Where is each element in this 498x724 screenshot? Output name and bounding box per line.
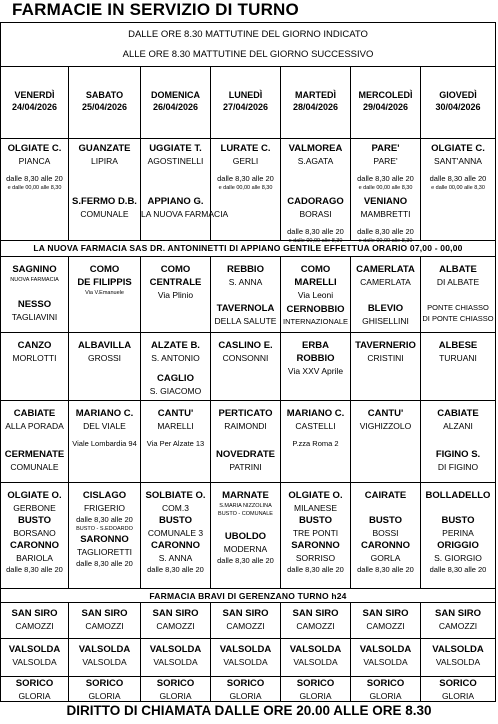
pharmacy-cell (351, 139, 421, 244)
day-date: 29/04/2026 (362, 102, 409, 112)
pharmacy-cell (141, 483, 211, 588)
pharmacy-town: PONTE CHIASSO (427, 303, 489, 312)
pharmacy-cell (281, 139, 351, 244)
pharmacy-town: MARNATE (222, 490, 269, 501)
opening-hours: dalle 8,30 alle 20 (429, 174, 487, 183)
pharmacy-name: GLORIA (229, 691, 262, 701)
pharmacy-cell (141, 401, 211, 482)
pharmacy-town: PERTICATO (218, 408, 273, 419)
pharmacy-address: P.zza Roma 2 (292, 439, 339, 448)
opening-hours: dalle 8,30 alle 20 (287, 227, 344, 236)
pharmacy-town: SARONNO (80, 534, 129, 545)
pharmacy-town: BLEVIO (367, 303, 404, 314)
pharmacy-town: GUANZATE (78, 143, 131, 154)
pharmacy-name: MORLOTTI (12, 353, 57, 363)
pharmacy-address: Viale Lombardia 94 (72, 439, 137, 448)
pharmacy-town: CAIRATE (364, 490, 407, 501)
pharmacy-cell (1, 677, 69, 701)
pharmacy-town: PARE' (371, 143, 400, 154)
pharmacy-town: ALZATE B. (151, 340, 200, 351)
pharmacy-cell (141, 139, 229, 240)
pharmacy-cell (1, 139, 69, 240)
day-date: 25/04/2026 (81, 102, 128, 112)
pharmacy-name: DI PONTE CHIASSO (422, 314, 494, 323)
pharmacy-cell (281, 257, 351, 332)
day-name: GIOVEDÌ (439, 90, 477, 100)
pharmacy-town: VALSOLDA (432, 644, 484, 655)
pharmacy-town: MARIANO C. (75, 408, 134, 419)
pharmacy-town: DE FILIPPIS (77, 277, 132, 288)
pharmacy-cell (141, 677, 211, 701)
pharmacy-cell (281, 401, 351, 482)
pharmacy-cell (69, 639, 141, 676)
pharmacy-name: COMUNALE (80, 209, 129, 219)
section-row-8 (1, 677, 495, 701)
pharmacy-name: CASTELLI (295, 421, 336, 431)
pharmacy-cell (69, 677, 141, 701)
pharmacy-town: SORICO (296, 678, 335, 689)
pharmacy-cell (1, 483, 69, 588)
pharmacy-name: BARIOLA (16, 553, 53, 563)
pharmacy-name: COM.3 (162, 503, 189, 513)
pharmacy-cell (1, 333, 69, 400)
pharmacy-name: TAGLIAVINI (11, 312, 58, 322)
pharmacy-name: BORASI (299, 209, 332, 219)
pharmacy-town: OLGIATE C. (7, 143, 62, 154)
pharmacy-name: VALSOLDA (82, 657, 127, 667)
pharmacy-cell (1, 257, 69, 332)
pharmacy-name: CRISTINI (367, 353, 404, 363)
pharmacy-cell (281, 333, 351, 400)
pharmacy-town: ALBESE (438, 340, 478, 351)
pharmacy-town: SORICO (15, 678, 54, 689)
pharmacy-town: BUSTO (158, 515, 193, 526)
pharmacy-cell (141, 603, 211, 638)
opening-hours-night: e dalle 00,00 alle 8,30 (7, 185, 62, 191)
pharmacy-town: OLGIATE O. (288, 490, 343, 501)
day-name: LUNEDÌ (228, 90, 263, 100)
pharmacy-town: SORICO (366, 678, 405, 689)
pharmacy-town: OLGIATE O. (7, 490, 62, 501)
day-header-cell (281, 67, 351, 138)
pharmacy-town: SAN SIRO (81, 608, 128, 619)
pharmacy-town: BUSTO (441, 515, 475, 526)
pharmacy-town: SAN SIRO (11, 608, 58, 619)
pharmacy-town: BUSTO (368, 515, 403, 526)
day-header-row (1, 67, 495, 139)
pharmacy-name: ALLA PORADA (5, 421, 64, 431)
day-date: 30/04/2026 (435, 102, 481, 112)
pharmacy-cell (421, 639, 495, 676)
pharmacy-town: CANTU' (367, 408, 404, 419)
pharmacy-cell (69, 401, 141, 482)
pharmacy-name: BOSSI (372, 528, 399, 538)
pharmacy-name: NUOVA FARMACIA (10, 277, 59, 283)
pharmacy-town: SOLBIATE O. (145, 490, 206, 501)
pharmacy-cell (69, 333, 141, 400)
pharmacy-name: GLORIA (159, 691, 192, 701)
pharmacy-town: CANZO (17, 340, 52, 351)
pharmacy-name: GHISELLINI (362, 316, 409, 326)
pharmacy-cell (1, 639, 69, 676)
pharmacy-name: TRE PONTI (292, 528, 339, 538)
pharmacy-name: DI FIGINO (437, 462, 479, 472)
pharmacy-town: SARONNO (291, 540, 340, 551)
opening-hours: dalle 8,30 alle 20 (357, 174, 414, 183)
pharmacy-town: COMO (89, 264, 120, 275)
section-row-4 (1, 401, 495, 483)
pharmacy-cell (351, 603, 421, 638)
pharmacy-name: VALSOLDA (153, 657, 198, 667)
opening-hours: dalle 8,30 alle 20 (357, 227, 414, 236)
pharmacy-cell (351, 483, 421, 588)
pharmacy-cell (281, 639, 351, 676)
pharmacy-name: VALSOLDA (363, 657, 408, 667)
opening-hours-night: e dalle 00,00 alle 8,30 (218, 185, 273, 191)
pharmacy-name: GLORIA (369, 691, 402, 701)
pharmacy-town: CAGLIO (157, 373, 194, 384)
pharmacy-name: CAMOZZI (85, 621, 124, 631)
pharmacy-cell (351, 677, 421, 701)
day-name: DOMENICA (151, 90, 200, 100)
pharmacy-name: S.MARIA NIZZOLINA (219, 503, 272, 509)
opening-hours: dalle 8,30 alle 20 (147, 565, 204, 574)
pharmacy-name: S. GIACOMO (149, 386, 202, 396)
day-date: 26/04/2026 (152, 102, 199, 112)
opening-hours: dalle 8,30 alle 20 (6, 565, 63, 574)
pharmacy-town: SAGNINO (12, 264, 57, 275)
pharmacy-name: Via V.Emanuele (85, 290, 124, 296)
pharmacy-name: GLORIA (88, 691, 121, 701)
pharmacy-town: SAN SIRO (152, 608, 199, 619)
day-header-cell (351, 67, 421, 138)
pharmacy-name: LA NUOVA FARMACIA (141, 209, 229, 219)
pharmacy-name: LIPIRA (91, 156, 118, 166)
pharmacy-name: S. ANNA (158, 553, 193, 563)
pharmacy-town: BUSTO (298, 515, 333, 526)
pharmacy-town: BOLLADELLO (425, 490, 491, 501)
pharmacy-name: PARE' (373, 156, 398, 166)
pharmacy-cell (421, 139, 495, 240)
opening-hours: dalle 8,30 alle 20 (217, 174, 274, 183)
pharmacy-name: AGOSTINELLI (147, 156, 204, 166)
pharmacy-name: ALZANI (443, 421, 473, 431)
day-name: MERCOLEDÌ (358, 90, 413, 100)
pharmacy-town: COMO (300, 264, 331, 275)
pharmacy-name: GROSSI (87, 353, 122, 363)
pharmacy-name: DEL VIALE (83, 421, 126, 431)
day-name: VENERDÌ (14, 90, 55, 100)
pharmacy-town: VALSOLDA (219, 644, 272, 655)
section-row-2 (1, 257, 495, 333)
pharmacy-name: BUSTO - COMUNALE (218, 511, 273, 517)
pharmacy-town: FIGINO S. (435, 449, 481, 460)
pharmacy-cell (421, 333, 495, 400)
pharmacy-town: CARONNO (360, 540, 411, 551)
day-header-cell (1, 67, 69, 138)
opening-hours: dalle 8,30 alle 20 (287, 565, 344, 574)
pharmacy-cell (211, 677, 281, 701)
pharmacy-name: MAMBRETTI (360, 209, 411, 219)
day-header-cell (141, 67, 211, 138)
pharmacy-cell (351, 257, 421, 332)
pharmacy-name: BUSTO - S.EDOARDO (76, 526, 133, 532)
banner-nuova-farmacia-text: LA NUOVA FARMACIA SAS DR. ANTONINETTI DI APPIANO GENTILE EFFETTUA ORARIO 07,00 - 00,00 (33, 243, 463, 253)
opening-hours: dalle 8,30 alle 20 (357, 565, 414, 574)
opening-hours: dalle 8,30 alle 20 (429, 565, 487, 574)
banner-bravi-text: FARMACIA BRAVI DI GERENZANO TURNO h24 (149, 591, 347, 601)
pharmacy-town: NOVEDRATE (216, 449, 275, 460)
header-line-2: ALLE ORE 8.30 MATTUTINE DEL GIORNO SUCCESSIVO (122, 49, 374, 60)
pharmacy-town: SAN SIRO (435, 608, 481, 619)
pharmacy-town: VALSOLDA (78, 644, 131, 655)
header-row (1, 23, 495, 67)
pharmacy-town: ROBBIO (296, 353, 335, 364)
pharmacy-town: TAVERNERIO (355, 340, 416, 351)
pharmacy-cell (281, 483, 351, 588)
pharmacy-name: SANT'ANNA (434, 156, 482, 166)
pharmacy-town: COMO (160, 264, 191, 275)
pharmacy-town: VALSOLDA (289, 644, 342, 655)
pharmacy-town: CERNOBBIO (286, 304, 345, 315)
day-name: SABATO (85, 90, 124, 100)
pharmacy-name: RAIMONDI (224, 421, 267, 431)
pharmacy-town: NESSO (17, 299, 52, 310)
pharmacy-town: MARIANO C. (286, 408, 345, 419)
pharmacy-town: SORICO (156, 678, 195, 689)
pharmacy-town: UGGIATE T. (149, 143, 202, 154)
pharmacy-cell (351, 639, 421, 676)
pharmacy-name: FRIGERIO (83, 503, 126, 513)
pharmacy-town: VALSOLDA (359, 644, 412, 655)
pharmacy-town: APPIANO G. (147, 196, 204, 207)
pharmacy-town: S.FERMO D.B. (72, 196, 137, 207)
footer-note: DIRITTO DI CHIAMATA DALLE ORE 20.00 ALLE ORE 8.30 (66, 703, 432, 718)
section-row-6 (1, 603, 495, 639)
pharmacy-town: CENTRALE (149, 277, 202, 288)
pharmacy-town: MARELLI (294, 277, 337, 288)
pharmacy-cell (211, 483, 281, 588)
pharmacy-cell (421, 677, 495, 701)
pharmacy-name: Via Plinio (157, 290, 194, 300)
pharmacy-town: SAN SIRO (292, 608, 339, 619)
pharmacy-name: Via Leoni (297, 290, 334, 300)
pharmacy-name: BORSANO (13, 528, 56, 538)
pharmacy-cell (351, 401, 421, 482)
pharmacy-name: CAMOZZI (156, 621, 195, 631)
pharmacy-town: SORICO (439, 678, 477, 689)
pharmacy-town: SAN SIRO (362, 608, 409, 619)
pharmacy-name: CAMOZZI (438, 621, 478, 631)
pharmacy-town: OLGIATE C. (431, 143, 485, 154)
pharmacy-name: MILANESE (294, 503, 337, 513)
pharmacy-cell (1, 603, 69, 638)
section-row-5 (1, 483, 495, 589)
pharmacy-name: PERINA (442, 528, 474, 538)
pharmacy-name: GLORIA (18, 691, 51, 701)
pharmacy-cell (211, 603, 281, 638)
pharmacy-cell (421, 257, 495, 332)
banner-bravi (1, 589, 495, 603)
pharmacy-name: Via XXV Aprile (287, 366, 344, 376)
pharmacy-name: COMUNALE (10, 462, 59, 472)
pharmacy-name: CAMOZZI (296, 621, 335, 631)
pharmacy-name: CAMERLATA (360, 277, 411, 287)
pharmacy-cell (69, 257, 141, 332)
pharmacy-cell (211, 401, 281, 482)
section-row-7 (1, 639, 495, 677)
pharmacy-cell (1, 401, 69, 482)
pharmacy-name: INTERNAZIONALE (282, 317, 348, 326)
pharmacy-name: TURUANI (439, 353, 477, 363)
pharmacy-cell (69, 483, 141, 588)
pharmacy-town: ERBA (302, 340, 329, 351)
pharmacy-name: PATRINI (229, 462, 262, 472)
pharmacy-cell (211, 257, 281, 332)
section-row-1 (1, 139, 495, 244)
opening-hours: dalle 8,30 alle 20 (76, 559, 133, 568)
pharmacy-name: CONSONNI (222, 353, 269, 363)
pharmacy-name: MARELLI (157, 421, 194, 431)
pharmacy-town: CARONNO (9, 540, 60, 551)
pharmacy-name: VALSOLDA (223, 657, 268, 667)
day-date: 24/04/2026 (11, 102, 58, 112)
pharmacy-name: GERLI (232, 156, 259, 166)
pharmacy-town: CANTU' (157, 408, 194, 419)
pharmacy-town: VALSOLDA (8, 644, 61, 655)
pharmacy-name: COMUNALE 3 (147, 528, 204, 538)
pharmacy-town: CERMENATE (4, 449, 65, 460)
pharmacy-name: VALSOLDA (12, 657, 57, 667)
day-header-cell (421, 67, 495, 138)
header-line-1: DALLE ORE 8.30 MATTUTINE DEL GIORNO INDICATO (128, 29, 368, 40)
opening-hours-night: e dalle 00,00 alle 8,30 (358, 185, 413, 191)
pharmacy-town: UBOLDO (224, 531, 267, 542)
opening-hours: dalle 8,30 alle 20 (76, 515, 133, 524)
pharmacy-town: CADORAGO (287, 196, 344, 207)
pharmacy-cell (141, 333, 211, 400)
pharmacy-address: Via Per Alzate 13 (146, 439, 205, 448)
pharmacy-town: CABIATE (437, 408, 479, 419)
pharmacy-town: SAN SIRO (222, 608, 269, 619)
day-date: 27/04/2026 (222, 102, 269, 112)
opening-hours: dalle 8,30 alle 20 (6, 174, 63, 183)
day-header-cell (69, 67, 141, 138)
pharmacy-name: PIANCA (18, 156, 51, 166)
pharmacy-town: VALSOLDA (149, 644, 202, 655)
pharmacy-town: REBBIO (227, 264, 264, 275)
pharmacy-town: CASLINO E. (218, 340, 273, 351)
opening-hours-night: e dalle 00,00 alle 8,30 (431, 185, 485, 191)
section-row-3 (1, 333, 495, 401)
opening-hours-night: e dalle 00,00 alle 8,30 (358, 238, 413, 244)
pharmacy-town: SORICO (85, 678, 124, 689)
day-date: 28/04/2026 (292, 102, 339, 112)
duty-schedule-table (0, 22, 496, 702)
pharmacy-town: ALBATE (439, 264, 477, 275)
pharmacy-name: S. ANNA (228, 277, 263, 287)
pharmacy-name: DELLA SALUTE (214, 316, 277, 326)
pharmacy-town: ORIGGIO (437, 540, 479, 551)
pharmacy-cell (211, 333, 281, 400)
pharmacy-cell (141, 257, 211, 332)
pharmacy-name: MODERNA (223, 544, 268, 554)
pharmacy-town: CARONNO (150, 540, 201, 551)
pharmacy-name: VALSOLDA (435, 657, 481, 667)
pharmacy-name: TAGLIORETTI (76, 547, 133, 557)
pharmacy-town: VENIANO (363, 196, 408, 207)
pharmacy-town: ALBAVILLA (77, 340, 132, 351)
pharmacy-town: CAMERLATA (356, 264, 415, 275)
pharmacy-cell (421, 483, 495, 588)
pharmacy-cell (421, 603, 495, 638)
pharmacy-cell (351, 333, 421, 400)
pharmacy-cell (141, 639, 211, 676)
pharmacy-name: GLORIA (441, 691, 475, 701)
pharmacy-name: SORRISO (295, 553, 336, 563)
pharmacy-name: CAMOZZI (366, 621, 405, 631)
pharmacy-name: DI ALBATE (436, 277, 480, 287)
pharmacy-name: CAMOZZI (226, 621, 265, 631)
pharmacy-cell (421, 401, 495, 482)
pharmacy-name: VALSOLDA (293, 657, 338, 667)
opening-hours-night: e dalle 00,00 alle 8,30 (288, 238, 343, 244)
pharmacy-cell (69, 139, 141, 240)
pharmacy-name: S. GIORGIO (434, 553, 482, 563)
pharmacy-cell (211, 139, 281, 240)
pharmacy-name: CAMOZZI (15, 621, 54, 631)
pharmacy-town: BUSTO (17, 515, 52, 526)
pharmacy-cell (69, 603, 141, 638)
pharmacy-town: CISLAGO (82, 490, 127, 501)
day-name: MARTEDÌ (295, 90, 336, 100)
pharmacy-name: GLORIA (299, 691, 332, 701)
opening-hours: dalle 8,30 alle 20 (217, 556, 274, 565)
pharmacy-name: GERBONE (13, 503, 56, 513)
banner-nuova-farmacia (1, 241, 495, 257)
pharmacy-name: VIGHIZZOLO (359, 421, 412, 431)
pharmacy-cell (281, 603, 351, 638)
pharmacy-name: S.AGATA (297, 156, 334, 166)
day-header-cell (211, 67, 281, 138)
pharmacy-name: S. ANTONIO (151, 353, 200, 363)
pharmacy-name: GORLA (370, 553, 401, 563)
pharmacy-town: CABIATE (13, 408, 56, 419)
pharmacy-cell (211, 639, 281, 676)
pharmacy-town: LURATE C. (220, 143, 271, 154)
pharmacy-cell (281, 677, 351, 701)
page-title: FARMACIE IN SERVIZIO DI TURNO (12, 0, 299, 19)
pharmacy-town: VALMOREA (288, 143, 343, 154)
pharmacy-town: SORICO (226, 678, 265, 689)
pharmacy-town: TAVERNOLA (216, 303, 275, 314)
